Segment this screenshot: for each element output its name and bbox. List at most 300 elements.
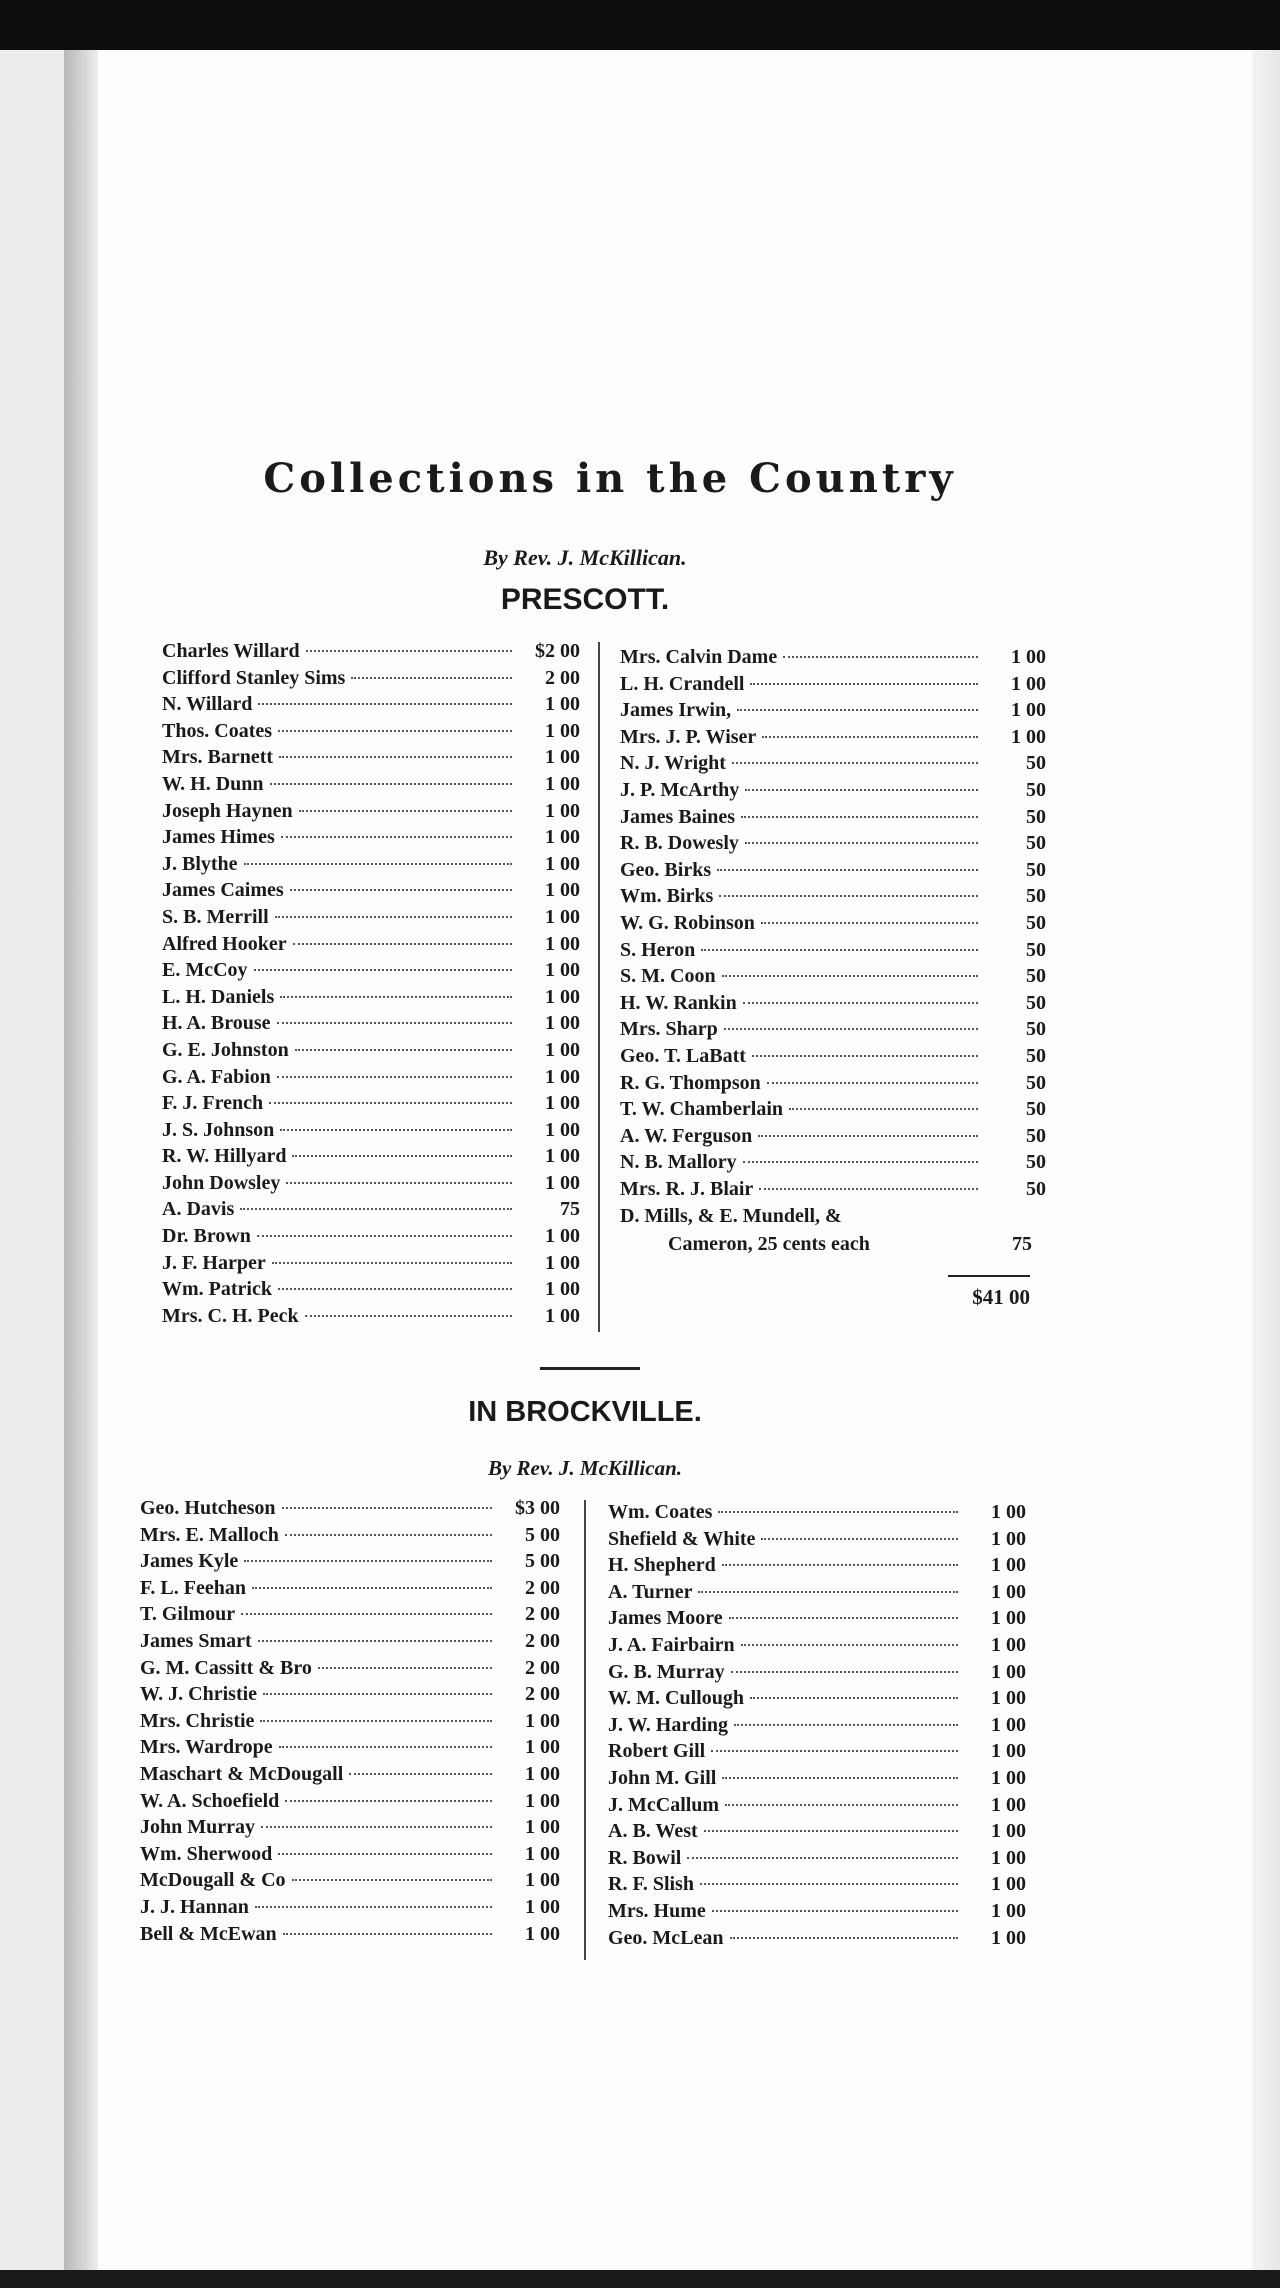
dot-leader [285,1534,492,1536]
scan-border-bottom [0,2270,1280,2288]
dot-leader [257,1235,512,1237]
contribution-amount: 1 00 [545,1092,580,1115]
contribution-amount: 1 00 [991,1820,1026,1843]
contribution-amount: 1 00 [545,826,580,849]
contribution-entry [608,1661,1026,1688]
contribution-amount: 1 00 [991,1527,1026,1550]
contribution-amount: 50 [1026,911,1046,934]
contributor-name: H. A. Brouse [162,1012,271,1035]
dot-leader [293,943,512,945]
contributor-name: James Caimes [162,879,284,902]
contributor-name: A. Davis [162,1198,235,1221]
dot-leader [277,1076,512,1078]
brockville-byline: By Rev. J. McKillican. [487,1456,683,1480]
contributor-name: Shefield & White [608,1527,756,1550]
dot-leader [722,975,978,977]
contribution-entry [162,640,580,667]
dot-leader [737,709,978,711]
contribution-entry [620,912,1046,939]
dot-leader [281,836,512,838]
contribution-amount: 1 00 [525,1789,560,1812]
contributor-name: F. J. French [162,1092,264,1115]
page-title: Collections in the Country [263,455,957,502]
section-divider [540,1367,640,1370]
contributor-name: R. G. Thompson [620,1071,761,1094]
contributor-name: Mrs. R. J. Blair [620,1177,754,1200]
contribution-amount: 2 00 [525,1603,560,1626]
contribution-amount: 50 [1026,1124,1046,1147]
contribution-entry [608,1714,1026,1741]
contribution-entry [620,1072,1046,1099]
dot-leader [719,895,978,897]
contribution-amount: 50 [1026,778,1046,801]
contributor-name: Mrs. Hume [608,1899,706,1922]
contribution-amount: 1 00 [525,1762,560,1785]
contributor-name: James Baines [620,805,735,828]
contributor-name: G. M. Cassitt & Bro [140,1656,312,1679]
contribution-amount: 1 00 [545,959,580,982]
contribution-amount: 1 00 [525,1922,560,1945]
contribution-entry [608,1740,1026,1767]
contributor-name: W. J. Christie [140,1683,258,1706]
contribution-amount: 2 00 [525,1656,560,1679]
dot-leader [750,683,978,685]
dot-leader [759,1188,978,1190]
scan-border-top [0,0,1280,50]
contributor-name: A. Turner [608,1580,693,1603]
contribution-entry [162,1012,580,1039]
contributor-name: Mrs. Sharp [620,1018,718,1041]
contribution-amount: 5 00 [525,1523,560,1546]
dot-leader [295,1049,512,1051]
dot-leader [789,1108,978,1110]
contribution-entry [162,1172,580,1199]
contributor-name: Bell & McEwan [140,1922,277,1945]
contributor-name: J. P. McArthy [620,778,740,801]
contributor-name: James Himes [162,826,275,849]
contribution-amount: 1 00 [545,799,580,822]
contributor-name: F. L. Feehan [140,1576,246,1599]
contributor-name: G. E. Johnston [162,1038,289,1061]
contribution-amount: 2 00 [525,1629,560,1652]
dot-leader [351,677,512,679]
contribution-entry [620,1045,1046,1072]
contributor-name: Mrs. Christie [140,1709,255,1732]
contribution-amount: 1 00 [545,932,580,955]
contribution-amount: 1 00 [545,1118,580,1141]
contribution-entry [162,879,580,906]
dot-leader [278,730,512,732]
dot-leader [286,1182,512,1184]
dot-leader [734,1724,958,1726]
dot-leader [240,1208,512,1210]
dot-leader [263,1693,492,1695]
contribution-entry [620,646,1046,673]
contribution-entry [620,965,1046,992]
dot-leader [279,1746,492,1748]
contribution-entry [140,1603,560,1630]
contribution-amount: 1 00 [1011,699,1046,722]
contribution-amount: 2 00 [545,666,580,689]
contribution-amount: 1 00 [525,1869,560,1892]
dot-leader [241,1613,492,1615]
contributor-name: W. H. Dunn [162,772,264,795]
dot-leader [752,1055,978,1057]
contributor-name: N. J. Wright [620,752,726,775]
prescott-byline: By Rev. J. McKillican. [483,545,687,570]
contribution-amount: $3 00 [515,1497,560,1519]
contribution-entry [608,1847,1026,1874]
prescott-right-column [620,646,1046,1204]
contribution-entry [140,1790,560,1817]
dot-leader [712,1910,958,1912]
dot-leader [741,816,978,818]
contribution-entry [162,1119,580,1146]
dot-leader [745,842,978,844]
contribution-entry [162,1305,580,1332]
contribution-amount: 2 00 [525,1683,560,1706]
contribution-amount: 1 00 [545,1225,580,1248]
dot-leader [349,1773,492,1775]
dot-leader [722,1564,958,1566]
contributor-name: L. H. Daniels [162,985,275,1008]
dot-leader [783,656,978,658]
dot-leader [743,1161,978,1163]
contributor-name: Geo. McLean [608,1926,724,1949]
dot-leader [711,1750,958,1752]
dot-leader [761,922,978,924]
contribution-amount: 50 [1026,885,1046,908]
contributor-name: E. McCoy [162,959,248,982]
dot-leader [278,1288,512,1290]
contribution-entry [162,986,580,1013]
dot-leader [722,1777,958,1779]
dot-leader [290,889,512,891]
contribution-entry [162,667,580,694]
contributor-name: James Smart [140,1629,252,1652]
dot-leader [750,1697,958,1699]
contribution-entry [140,1657,560,1684]
contribution-amount: 50 [1026,1071,1046,1094]
dot-leader [258,703,512,705]
dot-leader [743,1002,978,1004]
contributor-name: Mrs. Calvin Dame [620,646,778,668]
contributor-name: W. G. Robinson [620,911,755,934]
contribution-entry [620,939,1046,966]
contributor-name: Geo. Hutcheson [140,1497,276,1519]
contribution-entry [162,773,580,800]
contributor-name: J. A. Fairbairn [608,1633,735,1656]
contributor-name: S. Heron [620,938,696,961]
dot-leader [292,1879,492,1881]
contribution-entry [620,992,1046,1019]
contribution-amount: 50 [1026,938,1046,961]
dot-leader [275,916,512,918]
contributor-name: N. Willard [162,693,253,716]
contribution-entry [162,720,580,747]
contribution-entry [620,779,1046,806]
contribution-amount: 1 00 [991,1846,1026,1869]
dot-leader [305,1315,512,1317]
dot-leader [272,1262,512,1264]
contributor-name: Alfred Hooker [162,932,287,955]
contribution-amount: 1 00 [545,1012,580,1035]
brockville-left-column [140,1497,560,1949]
contribution-amount: 1 00 [525,1709,560,1732]
contribution-amount: 1 00 [991,1580,1026,1603]
page-binding-edge [64,50,98,2288]
contribution-entry [140,1683,560,1710]
contribution-entry [140,1816,560,1843]
contribution-entry [620,832,1046,859]
dot-leader [270,783,512,785]
contributor-name: R. B. Dowesly [620,832,739,855]
contribution-amount: 1 00 [525,1842,560,1865]
dot-leader [724,1028,978,1030]
contribution-amount: 1 00 [991,1501,1026,1523]
prescott-combined-line2: Cameron, 25 cents each [668,1233,870,1255]
contribution-entry [162,933,580,960]
contributor-name: A. B. West [608,1820,698,1843]
contribution-amount: 50 [1026,1098,1046,1121]
contribution-amount: 1 00 [545,985,580,1008]
contributor-name: J. S. Johnson [162,1118,275,1141]
contributor-name: Maschart & McDougall [140,1762,344,1785]
contribution-entry [140,1577,560,1604]
contribution-amount: 2 00 [525,1576,560,1599]
contribution-entry [608,1634,1026,1661]
contribution-amount: 1 00 [545,1145,580,1168]
dot-leader [725,1804,958,1806]
dot-leader [745,789,978,791]
contribution-amount: 1 00 [991,1926,1026,1949]
dot-leader [761,1538,958,1540]
contribution-amount: 1 00 [991,1687,1026,1710]
contribution-amount: 1 00 [1011,725,1046,748]
prescott-combined-amount: 75 [1012,1233,1032,1255]
dot-leader [277,1022,512,1024]
contribution-amount: 50 [1026,1177,1046,1200]
dot-leader [292,1155,512,1157]
contributor-name: J. J. Hannan [140,1895,249,1918]
contributor-name: R. Bowil [608,1846,682,1869]
contribution-entry [162,1039,580,1066]
contributor-name: Thos. Coates [162,719,273,742]
contributor-name: Dr. Brown [162,1225,251,1248]
dot-leader [269,1102,512,1104]
contribution-entry [608,1900,1026,1927]
dot-leader [280,1129,512,1131]
contribution-amount: 50 [1026,832,1046,855]
contribution-amount: 1 00 [545,852,580,875]
contribution-amount: 50 [1026,1044,1046,1067]
contribution-amount: 50 [1026,752,1046,775]
dot-leader [282,1507,492,1509]
contribution-amount: 1 00 [545,1304,580,1327]
contributor-name: Clifford Stanley Sims [162,666,346,689]
dot-leader [700,1883,958,1885]
contribution-entry [140,1630,560,1657]
contributor-name: J. Blythe [162,852,238,875]
contribution-entry [140,1524,560,1551]
contributor-name: R. W. Hillyard [162,1145,287,1168]
contribution-entry [162,906,580,933]
contributor-name: John Murray [140,1816,255,1839]
contributor-name: A. W. Ferguson [620,1124,753,1147]
contribution-entry [162,1198,580,1225]
dot-leader [252,1587,492,1589]
contributor-name: S. M. Coon [620,965,716,988]
contribution-amount: 75 [560,1198,580,1221]
dot-leader [704,1830,958,1832]
contribution-amount: 1 00 [525,1816,560,1839]
contributor-name: Wm. Patrick [162,1278,272,1301]
prescott-combined-line1: D. Mills, & E. Mundell, & [620,1205,842,1227]
dot-leader [318,1667,492,1669]
contribution-amount: 5 00 [525,1550,560,1573]
dot-leader [244,863,512,865]
contributor-name: L. H. Crandell [620,672,745,695]
contribution-entry [620,726,1046,753]
contribution-amount: 1 00 [991,1793,1026,1816]
contribution-entry [140,1923,560,1950]
dot-leader [729,1617,958,1619]
contribution-amount: 1 00 [545,1278,580,1301]
contributor-name: McDougall & Co [140,1869,286,1892]
contribution-amount: 1 00 [545,719,580,742]
contributor-name: John M. Gill [608,1766,717,1789]
dot-leader [698,1591,958,1593]
contributor-name: Mrs. E. Malloch [140,1523,279,1546]
contributor-name: J. F. Harper [162,1251,266,1274]
contribution-entry [608,1554,1026,1581]
contribution-entry [162,1145,580,1172]
contributor-name: Wm. Birks [620,885,714,908]
contribution-entry [620,859,1046,886]
contribution-amount: 1 00 [1011,646,1046,668]
contribution-amount: 1 00 [991,1660,1026,1683]
brockville-right-column [608,1501,1026,1953]
contributor-name: Wm. Coates [608,1501,713,1523]
contribution-amount: 1 00 [991,1633,1026,1656]
contributor-name: W. A. Schoefield [140,1789,280,1812]
contribution-amount: 1 00 [991,1899,1026,1922]
contributor-name: James Irwin, [620,699,732,722]
contribution-amount: 1 00 [545,746,580,769]
contribution-amount: $2 00 [535,640,580,662]
contribution-amount: 50 [1026,1018,1046,1041]
contribution-amount: 1 00 [545,693,580,716]
contribution-entry [608,1820,1026,1847]
contributor-name: Geo. T. LaBatt [620,1044,746,1067]
contribution-entry [620,1151,1046,1178]
contributor-name: T. Gilmour [140,1603,236,1626]
dot-leader [758,1135,978,1137]
contributor-name: James Moore [608,1607,723,1630]
contributor-name: S. B. Merrill [162,905,269,928]
dot-leader [730,1937,958,1939]
contributor-name: James Kyle [140,1550,239,1573]
contribution-entry [140,1710,560,1737]
dot-leader [260,1720,492,1722]
contribution-entry [620,1098,1046,1125]
contributor-name: G. A. Fabion [162,1065,271,1088]
contribution-entry [620,806,1046,833]
contribution-entry [162,693,580,720]
prescott-total: $41 00 [972,1285,1030,1309]
contributor-name: Mrs. C. H. Peck [162,1304,299,1327]
contribution-amount: 1 00 [545,772,580,795]
contribution-amount: 1 00 [525,1736,560,1759]
contribution-entry [608,1873,1026,1900]
contribution-entry [162,1092,580,1119]
contribution-amount: 1 00 [991,1766,1026,1789]
dot-leader [244,1560,492,1562]
contribution-amount: 1 00 [545,1065,580,1088]
dot-leader [299,810,512,812]
dot-leader [258,1640,492,1642]
contribution-entry [620,699,1046,726]
contributor-name: J. W. Harding [608,1713,729,1736]
contribution-entry [608,1501,1026,1528]
contribution-amount: 1 00 [545,879,580,902]
contribution-amount: 1 00 [991,1554,1026,1577]
contribution-amount: 1 00 [545,1251,580,1274]
contribution-amount: 1 00 [991,1740,1026,1763]
contributor-name: T. W. Chamberlain [620,1098,783,1121]
contribution-entry [140,1843,560,1870]
brockville-column-divider [584,1500,586,1960]
contribution-entry [608,1767,1026,1794]
contributor-name: Wm. Sherwood [140,1842,273,1865]
contributor-name: Joseph Haynen [162,799,293,822]
prescott-left-column [162,640,580,1331]
contributor-name: G. B. Murray [608,1660,725,1683]
prescott-total-rule [948,1275,1030,1277]
brockville-heading: IN BROCKVILLE. [468,1396,702,1428]
contribution-entry [608,1528,1026,1555]
contribution-entry [162,800,580,827]
scan-border-left [0,50,64,2288]
contributor-name: N. B. Mallory [620,1151,737,1174]
contributor-name: Charles Willard [162,640,300,662]
contribution-entry [608,1794,1026,1821]
contribution-entry [162,746,580,773]
contribution-amount: 50 [1026,991,1046,1014]
contribution-entry [162,853,580,880]
dot-leader [306,650,512,652]
contribution-amount: 1 00 [545,1038,580,1061]
contributor-name: Mrs. Barnett [162,746,274,769]
contribution-entry [620,1018,1046,1045]
contribution-entry [608,1927,1026,1954]
contribution-amount: 1 00 [525,1895,560,1918]
contribution-amount: 1 00 [991,1713,1026,1736]
contributor-name: R. F. Slish [608,1873,694,1896]
contribution-amount: 50 [1026,858,1046,881]
dot-leader [701,949,978,951]
dot-leader [278,1853,492,1855]
contribution-entry [608,1581,1026,1608]
prescott-column-divider [598,642,600,1332]
contribution-amount: 1 00 [1011,672,1046,695]
contributor-name: Mrs. Wardrope [140,1736,273,1759]
dot-leader [279,756,512,758]
dot-leader [687,1857,958,1859]
dot-leader [741,1644,958,1646]
contribution-entry [162,1252,580,1279]
contributor-name: W. M. Cullough [608,1687,744,1710]
